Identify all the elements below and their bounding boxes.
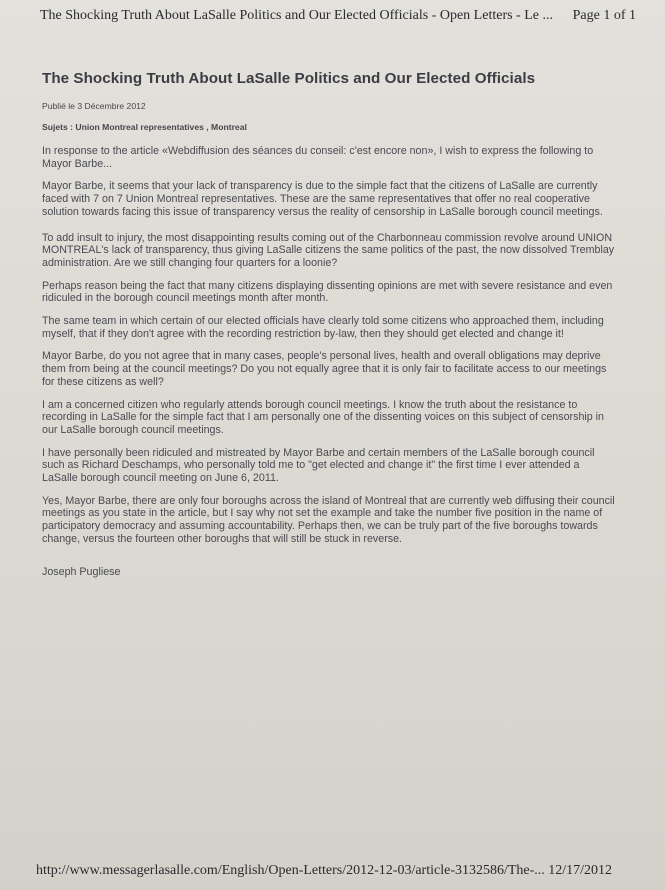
- paragraph: Mayor Barbe, do you not agree that in many cases, people's personal lives, health and overall obligations may deprive them from being at the council meetings? Do you not equally agree that it is only fair to facilitate access to our meetings for these citizens as well?: [42, 350, 607, 388]
- publish-date: Publié le 3 Décembre 2012: [42, 101, 146, 111]
- print-header: [40, 8, 636, 24]
- source-url: http://www.messagerlasalle.com/English/Open-Letters/2012-12-03/article-3132586/The-...: [36, 863, 545, 878]
- paragraph: Mayor Barbe, it seems that your lack of transparency is due to the simple fact that the citizens of LaSalle are currently faced with 7 on 7 Union Montreal representatives. These are the same representatives that offer no real cooperative solution towards facing this issue of transparency versus the reality of censorship in LaSalle borough council meetings.: [42, 180, 603, 218]
- paragraph: Perhaps reason being the fact that many citizens displaying dissenting opinions are met with severe resistance and even ridiculed in the borough council meetings month after month.: [42, 279, 613, 305]
- paragraph: To add insult to injury, the most disappointing results coming out of the Charbonneau commission revolve around UNION MONTREAL's lack of transparency, thus giving LaSalle citizens the same politics of the past, the now dissolved Tremblay administration. Are we still changing four quarters for a loonie?: [42, 231, 615, 269]
- print-header-title: The Shocking Truth About LaSalle Politics and Our Elected Officials - Open Letters - Le ...: [40, 8, 553, 23]
- article-subjects: Sujets : Union Montreal representatives , Montreal: [42, 122, 247, 132]
- page-number: Page 1 of 1: [572, 8, 636, 23]
- paragraph: Yes, Mayor Barbe, there are only four boroughs across the island of Montreal that are currently web diffusing their council meetings as you state in the article, but I say why not set the example and take the number five position in the name of participatory democracy and assuming accountability. Perhaps then, we can be truly part of the five boroughs towards change, versus the fourteen other boroughs that will still be stuck in reverse.: [42, 494, 615, 545]
- article-title: The Shocking Truth About LaSalle Politics and Our Elected Officials: [42, 70, 536, 87]
- paragraph: I am a concerned citizen who regularly attends borough council meetings. I know the truth about the resistance to recording in LaSalle for the simple fact that I am personally one of the dissenting voices on this subject of censorship in our LaSalle borough council meetings.: [42, 398, 604, 436]
- author-signature: Joseph Pugliese: [42, 565, 121, 578]
- paragraph: The same team in which certain of our elected officials have clearly told some citizens who approached them, including myself, that if they don't agree with the recording restriction by-law, then they should get elected and change it!: [42, 315, 604, 340]
- paragraph: In response to the article «Webdiffusion des séances du conseil: c'est encore non», I wish to express the following to Mayor Barbe...: [42, 145, 594, 170]
- article-body: [42, 145, 617, 546]
- print-footer: [36, 863, 612, 879]
- paragraph: I have personally been ridiculed and mistreated by Mayor Barbe and certain members of the LaSalle borough council such as Richard Deschamps, who personally told me to "get elected and change it" the first time I ever attended a LaSalle borough council meeting on June 6, 2011.: [42, 446, 595, 485]
- print-date: 12/17/2012: [548, 863, 612, 878]
- article: [42, 70, 617, 578]
